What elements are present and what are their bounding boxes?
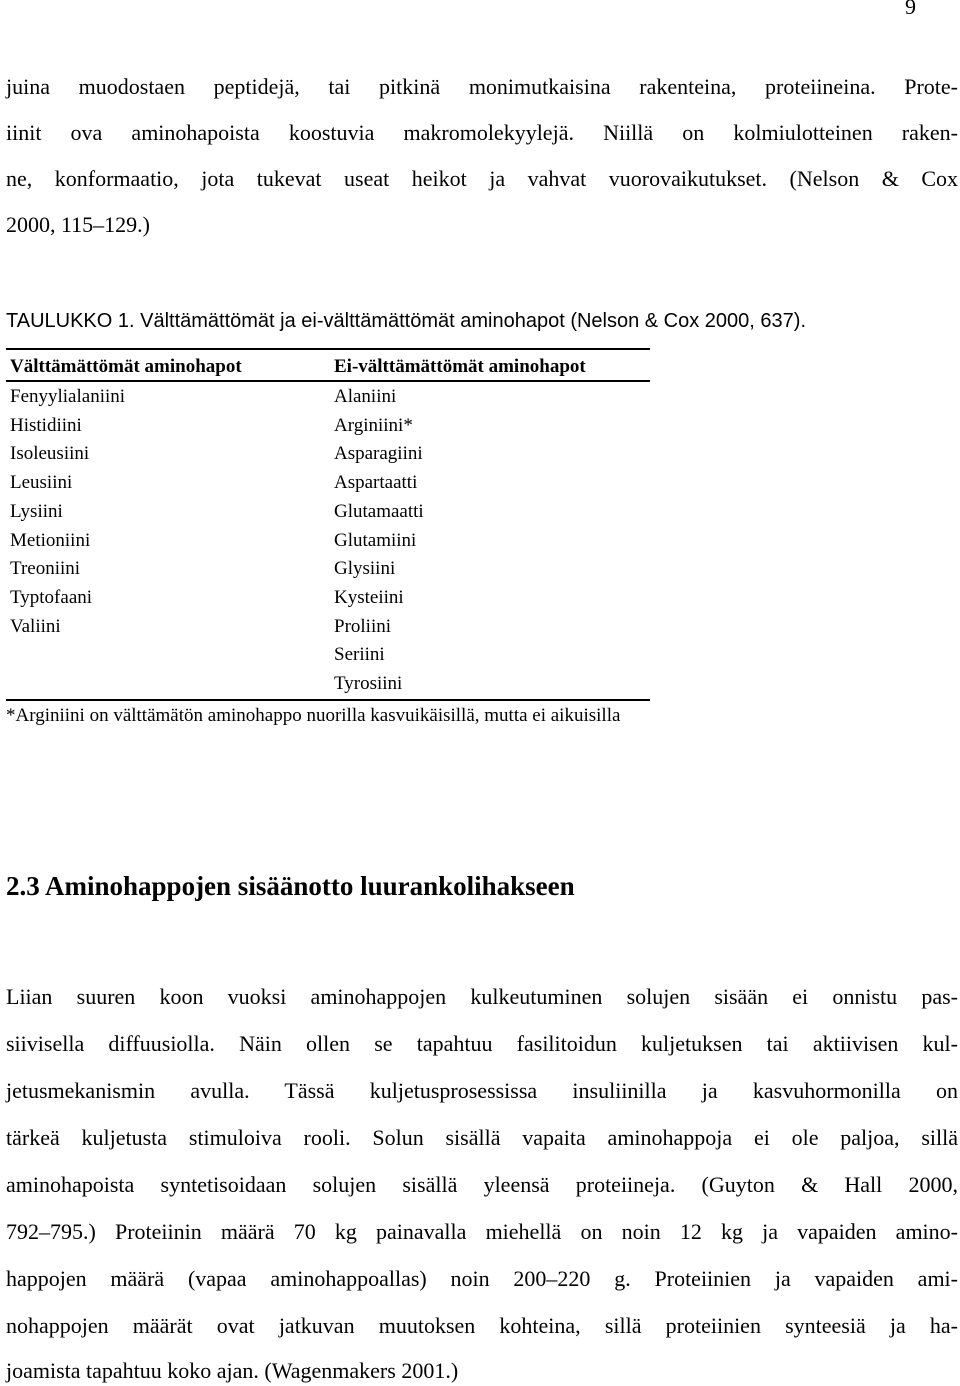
essential-amino-acid: Lysiini <box>10 500 63 522</box>
table-footnote: *Arginiini on välttämätön aminohappo nuorilla kasvuikäisillä, mutta ei aikuisilla <box>6 705 621 726</box>
section-heading: 2.3 Aminohappojen sisäänotto luurankolihakseen <box>6 871 575 901</box>
non-essential-amino-acid: Glysiini <box>334 558 396 580</box>
intro-line: iinit ova aminohapoista koostuvia makromolekyylejä. Niillä on kolmiulotteinen raken- <box>6 120 958 145</box>
essential-column-header: Välttämättömät aminohapot <box>10 356 242 377</box>
body-line: joamista tapahtuu koko ajan. (Wagenmakers 2001.) <box>6 1358 459 1383</box>
non-essential-amino-acid: Aspartaatti <box>334 472 418 494</box>
page-number: 9 <box>905 0 916 19</box>
non-essential-column-header: Ei-välttämättömät aminohapot <box>334 356 586 377</box>
essential-amino-acid: Metioniini <box>10 529 91 551</box>
non-essential-amino-acid: Asparagiini <box>334 443 423 465</box>
non-essential-amino-acid: Arginiini* <box>334 414 413 436</box>
non-essential-amino-acid: Seriini <box>334 644 385 666</box>
non-essential-amino-acid: Glutamaatti <box>334 500 424 522</box>
essential-amino-acid: Fenyylialaniini <box>10 386 126 407</box>
essential-amino-acid: Typtofaani <box>10 586 93 608</box>
body-line: happojen määrä (vapaa aminohappoallas) noin 200–220 g. Proteiinien ja vapaiden ami- <box>6 1266 958 1291</box>
body-line: aminohapoista syntetisoidaan solujen sisällä yleensä proteiineja. (Guyton & Hall 2000, <box>6 1172 958 1197</box>
body-line: siivisella diffuusiolla. Näin ollen se tapahtuu fasilitoidun kuljetuksen tai aktiivisen kul- <box>6 1031 958 1056</box>
non-essential-amino-acid: Tyrosiini <box>334 673 403 694</box>
essential-amino-acid: Treoniini <box>10 558 81 580</box>
body-line: 792–795.) Proteiinin määrä 70 kg painavalla miehellä on noin 12 kg ja vapaiden amino- <box>6 1219 958 1244</box>
essential-amino-acid: Valiini <box>10 615 61 637</box>
non-essential-amino-acid: Glutamiini <box>334 529 417 551</box>
non-essential-amino-acid: Proliini <box>334 615 392 637</box>
body-line: jetusmekanismin avulla. Tässä kuljetusprosessissa insuliinilla ja kasvuhormonilla on <box>6 1078 958 1103</box>
essential-amino-acid: Leusiini <box>10 472 73 494</box>
essential-amino-acid: Histidiini <box>10 414 82 436</box>
body-line: nohappojen määrät ovat jatkuvan muutoksen kohteina, sillä proteiinien synteesiä ja ha- <box>6 1313 958 1338</box>
body-line: Liian suuren koon vuoksi aminohappojen kulkeutuminen solujen sisään ei onnistu pas- <box>6 984 958 1009</box>
intro-line: juina muodostaen peptidejä, tai pitkinä monimutkaisina rakenteina, proteiineina. Prote- <box>6 74 958 99</box>
intro-line: ne, konformaatio, jota tukevat useat heikot ja vahvat vuorovaikutukset. (Nelson & Cox <box>6 166 958 191</box>
non-essential-amino-acid: Alaniini <box>334 386 397 407</box>
non-essential-amino-acid: Kysteiini <box>334 586 404 608</box>
table-top-rule <box>6 348 650 350</box>
body-line: tärkeä kuljetusta stimuloiva rooli. Solun sisällä vapaita aminohappoja ei ole paljoa, sillä <box>6 1125 958 1150</box>
intro-line: 2000, 115–129.) <box>6 212 151 237</box>
table-caption: TAULUKKO 1. Välttämättömät ja ei-välttämättömät aminohapot (Nelson & Cox 2000, 637). <box>6 310 806 332</box>
essential-amino-acid: Isoleusiini <box>10 443 90 465</box>
table-header-rule <box>6 380 650 382</box>
table-bottom-rule <box>6 699 650 701</box>
